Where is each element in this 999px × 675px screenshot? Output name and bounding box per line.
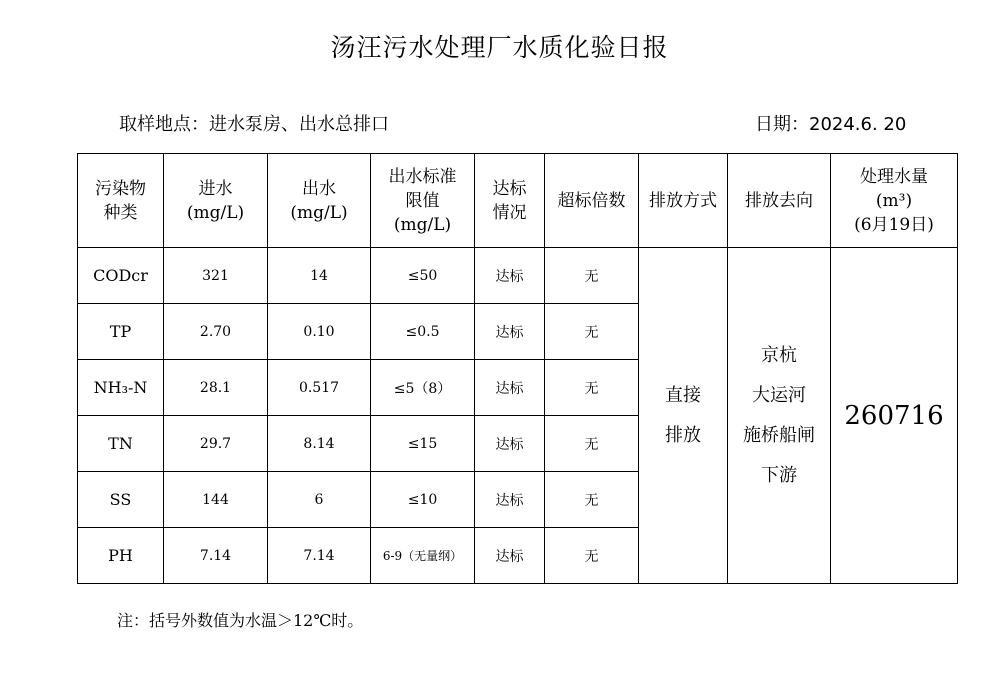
cell-pollutant: TP [78,304,164,360]
cell-volume: 260716 [831,248,958,584]
cell-pollutant: NH₃-N [78,360,164,416]
cell-pollutant: SS [78,472,164,528]
cell-status: 达标 [475,472,545,528]
cell-exceed: 无 [545,416,639,472]
header-pollutant: 污染物 种类 [78,154,164,248]
header-volume: 处理水量 (m³) (6月19日) [831,154,958,248]
cell-limit: ≤0.5 [371,304,475,360]
footnote: 注：括号外数值为水温＞12℃时。 [117,611,364,630]
cell-limit: ≤5（8） [371,360,475,416]
cell-outflow: 0.10 [268,304,371,360]
water-quality-table [77,153,958,584]
cell-inflow: 28.1 [164,360,268,416]
cell-outflow: 14 [268,248,371,304]
cell-discharge-to: 京杭 大运河 施桥船闸 下游 [728,248,831,584]
cell-limit: 6-9（无量纲） [371,528,475,584]
header-discharge-to: 排放去向 [728,154,831,248]
cell-discharge-method: 直接 排放 [639,248,728,584]
cell-inflow: 321 [164,248,268,304]
header-status: 达标 情况 [475,154,545,248]
cell-outflow: 6 [268,472,371,528]
cell-limit: ≤15 [371,416,475,472]
table-row [78,248,958,304]
cell-status: 达标 [475,416,545,472]
cell-inflow: 2.70 [164,304,268,360]
cell-outflow: 8.14 [268,416,371,472]
cell-exceed: 无 [545,360,639,416]
header-outflow: 出水 (mg/L) [268,154,371,248]
cell-limit: ≤10 [371,472,475,528]
header-limit: 出水标准 限值 (mg/L) [371,154,475,248]
report-date: 日期：2024.6. 20 [755,114,907,135]
header-discharge-method: 排放方式 [639,154,728,248]
cell-pollutant: TN [78,416,164,472]
cell-status: 达标 [475,248,545,304]
cell-outflow: 0.517 [268,360,371,416]
sampling-location: 取样地点：进水泵房、出水总排口 [119,114,389,135]
cell-status: 达标 [475,360,545,416]
cell-limit: ≤50 [371,248,475,304]
cell-exceed: 无 [545,472,639,528]
cell-status: 达标 [475,528,545,584]
cell-inflow: 144 [164,472,268,528]
cell-pollutant: PH [78,528,164,584]
cell-inflow: 7.14 [164,528,268,584]
cell-status: 达标 [475,304,545,360]
cell-pollutant: CODcr [78,248,164,304]
header-exceed: 超标倍数 [545,154,639,248]
cell-exceed: 无 [545,304,639,360]
cell-inflow: 29.7 [164,416,268,472]
cell-exceed: 无 [545,248,639,304]
table-header-row [78,154,958,248]
cell-exceed: 无 [545,528,639,584]
cell-outflow: 7.14 [268,528,371,584]
header-inflow: 进水 (mg/L) [164,154,268,248]
report-title: 汤汪污水处理厂水质化验日报 [330,33,669,62]
